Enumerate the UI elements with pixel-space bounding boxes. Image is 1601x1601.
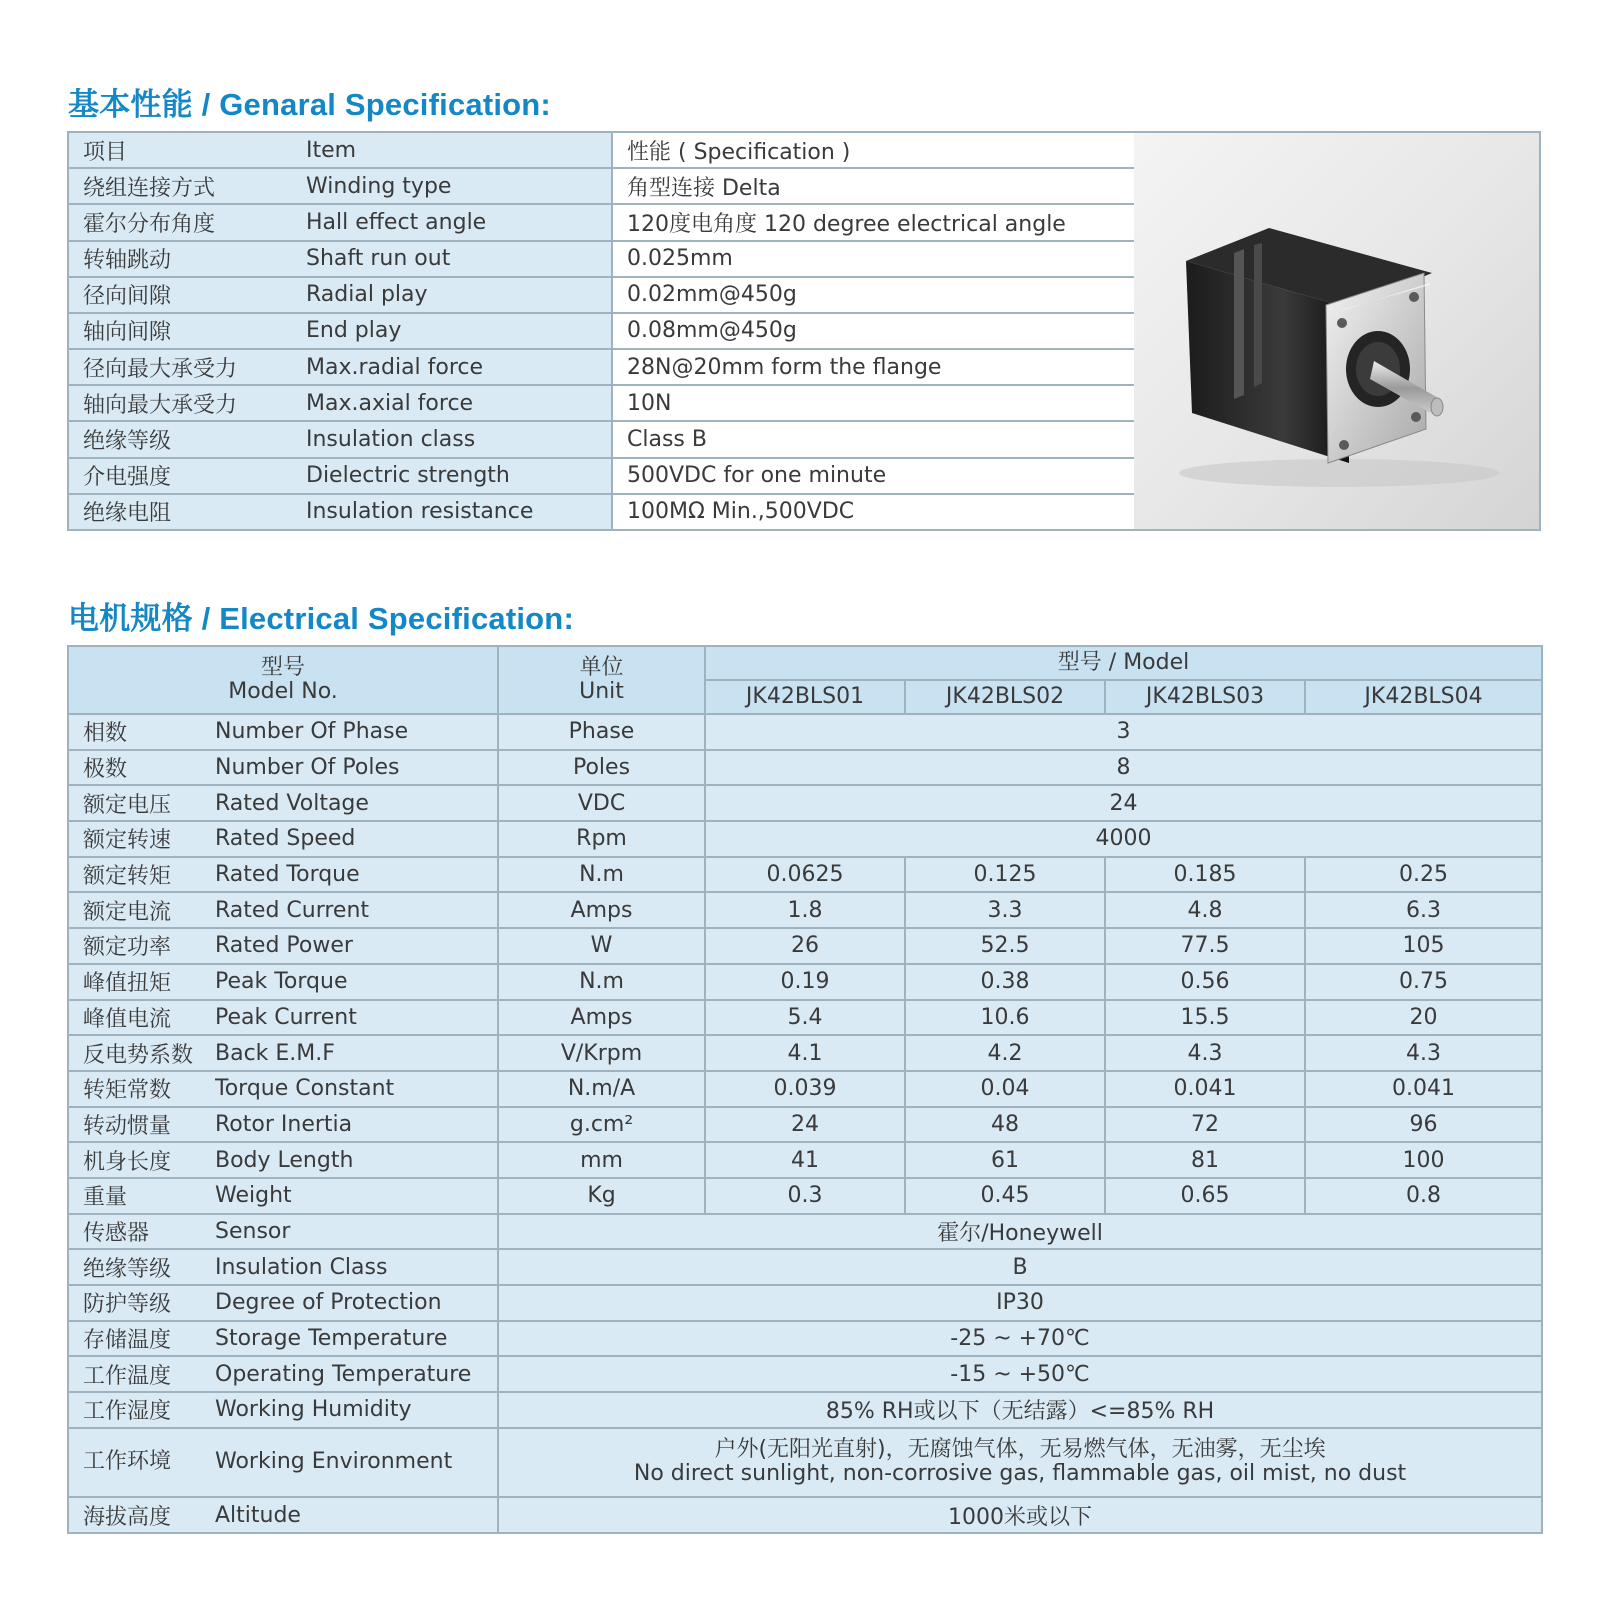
param-value: 105 (1305, 928, 1542, 964)
param-value: IP30 (498, 1285, 1542, 1321)
param-name-cn: 工作环境 (68, 1428, 215, 1497)
param-value: 1000米或以下 (498, 1497, 1542, 1533)
param-unit: Kg (498, 1178, 705, 1214)
param-name-en: Rated Torque (215, 857, 498, 893)
param-unit: Rpm (498, 821, 705, 857)
param-value: 20 (1305, 1000, 1542, 1036)
param-value: 霍尔/Honeywell (498, 1214, 1542, 1250)
param-value: 0.3 (705, 1178, 905, 1214)
param-name-en: Back E.M.F (215, 1035, 498, 1071)
param-value: 48 (905, 1107, 1105, 1143)
param-value: 77.5 (1105, 928, 1305, 964)
general-item-en: End play (292, 313, 612, 349)
general-spec-row (68, 349, 1135, 385)
general-spec-table (67, 131, 1136, 531)
general-item-en: Max.axial force (292, 385, 612, 421)
electrical-spec-row (68, 1071, 1542, 1107)
general-spec-title: 基本性能 / Genaral Specification: (68, 87, 551, 122)
electrical-spec-row (68, 785, 1542, 821)
general-spec-value: 500VDC for one minute (612, 458, 1135, 494)
param-name-cn: 海拔高度 (68, 1497, 215, 1533)
param-value: 0.039 (705, 1071, 905, 1107)
param-value: 0.125 (905, 857, 1105, 893)
param-name-en: Peak Current (215, 1000, 498, 1036)
electrical-spec-row (68, 1321, 1542, 1357)
electrical-spec-row (68, 1497, 1542, 1533)
param-value: 4.8 (1105, 892, 1305, 928)
param-name-en: Rotor Inertia (215, 1107, 498, 1143)
general-item-cn: 径向最大承受力 (68, 349, 292, 385)
model-header-cell: JK42BLS01 (705, 680, 905, 714)
param-value: 0.38 (905, 964, 1105, 1000)
general-spec-row (68, 241, 1135, 277)
param-name-en: Rated Voltage (215, 785, 498, 821)
param-name-cn: 额定电压 (68, 785, 215, 821)
param-name-en: Storage Temperature (215, 1321, 498, 1357)
param-unit: W (498, 928, 705, 964)
electrical-spec-row (68, 1035, 1542, 1071)
unit-header-en: Unit (579, 679, 624, 704)
general-item-cn: 轴向最大承受力 (68, 385, 292, 421)
param-value: 81 (1105, 1142, 1305, 1178)
param-unit: Poles (498, 750, 705, 786)
param-value: 4.1 (705, 1035, 905, 1071)
electrical-spec-title: 电机规格 / Electrical Specification: (68, 601, 574, 636)
param-value: 3.3 (905, 892, 1105, 928)
param-value: 61 (905, 1142, 1105, 1178)
general-spec-value: 28N@20mm form the flange (612, 349, 1135, 385)
param-value: 3 (705, 714, 1542, 750)
unit-header-cn: 单位 (579, 655, 624, 680)
general-spec-row (68, 313, 1135, 349)
param-value: 0.041 (1105, 1071, 1305, 1107)
param-name-cn: 额定功率 (68, 928, 215, 964)
param-name-en: Rated Speed (215, 821, 498, 857)
param-value: 0.041 (1305, 1071, 1542, 1107)
electrical-spec-row (68, 821, 1542, 857)
param-name-en: Working Humidity (215, 1392, 498, 1428)
general-item-cn: 绝缘电阻 (68, 494, 292, 530)
general-item-en: Winding type (292, 168, 612, 204)
electrical-spec-row (68, 1285, 1542, 1321)
param-value: 26 (705, 928, 905, 964)
param-name-cn: 额定转速 (68, 821, 215, 857)
general-item-cn: 介电强度 (68, 458, 292, 494)
param-name-en: Degree of Protection (215, 1285, 498, 1321)
param-name-cn: 机身长度 (68, 1142, 215, 1178)
param-name-cn: 工作温度 (68, 1356, 215, 1392)
param-value: 24 (705, 785, 1542, 821)
electrical-spec-row (68, 1214, 1542, 1250)
param-value (498, 1428, 1542, 1497)
param-value: 0.185 (1105, 857, 1305, 893)
param-value: 100 (1305, 1142, 1542, 1178)
electrical-spec-row (68, 1107, 1542, 1143)
param-value: 0.56 (1105, 964, 1305, 1000)
param-value: 0.0625 (705, 857, 905, 893)
general-spec-value: 120度电角度 120 degree electrical angle (612, 204, 1135, 240)
param-name-en: Body Length (215, 1142, 498, 1178)
param-name-cn: 极数 (68, 750, 215, 786)
general-item-cn: 转轴跳动 (68, 241, 292, 277)
param-value: 24 (705, 1107, 905, 1143)
param-name-en: Altitude (215, 1497, 498, 1533)
param-value: 6.3 (1305, 892, 1542, 928)
param-value: 85% RH或以下（无结露）<=85% RH (498, 1392, 1542, 1428)
param-name-cn: 转矩常数 (68, 1071, 215, 1107)
param-value: 4000 (705, 821, 1542, 857)
param-name-en: Rated Current (215, 892, 498, 928)
param-name-en: Operating Temperature (215, 1356, 498, 1392)
model-no-header-cn: 型号 (261, 655, 306, 680)
param-name-cn: 峰值电流 (68, 1000, 215, 1036)
general-spec-value: Class B (612, 421, 1135, 457)
general-spec-value: 性能 ( Specification ) (612, 132, 1135, 168)
param-value: 0.45 (905, 1178, 1105, 1214)
model-group-header: 型号 / Model (705, 646, 1542, 680)
electrical-spec-row (68, 928, 1542, 964)
param-name-en: Torque Constant (215, 1071, 498, 1107)
general-item-cn: 绕组连接方式 (68, 168, 292, 204)
param-name-cn: 额定电流 (68, 892, 215, 928)
param-unit: Amps (498, 1000, 705, 1036)
electrical-spec-row (68, 892, 1542, 928)
electrical-spec-row (68, 857, 1542, 893)
general-spec-row (68, 421, 1135, 457)
param-name-cn: 存储温度 (68, 1321, 215, 1357)
param-value: 0.04 (905, 1071, 1105, 1107)
param-value: 52.5 (905, 928, 1105, 964)
general-spec-value: 0.02mm@450g (612, 277, 1135, 313)
electrical-spec-row (68, 750, 1542, 786)
general-spec-row (68, 132, 1135, 168)
param-value: 0.65 (1105, 1178, 1305, 1214)
param-name-cn: 重量 (68, 1178, 215, 1214)
param-value: 10.6 (905, 1000, 1105, 1036)
param-value: 0.8 (1305, 1178, 1542, 1214)
electrical-spec-row (68, 1178, 1542, 1214)
model-no-header-en: Model No. (228, 679, 338, 704)
header-row-1 (68, 646, 1542, 680)
param-name-en: Working Environment (215, 1428, 498, 1497)
param-name-cn: 峰值扭矩 (68, 964, 215, 1000)
general-item-en: Dielectric strength (292, 458, 612, 494)
general-spec-value: 角型连接 Delta (612, 168, 1135, 204)
general-item-en: Item (292, 132, 612, 168)
param-value: 0.75 (1305, 964, 1542, 1000)
param-value: B (498, 1249, 1542, 1285)
param-unit: N.m/A (498, 1071, 705, 1107)
param-value: 96 (1305, 1107, 1542, 1143)
general-item-cn: 霍尔分布角度 (68, 204, 292, 240)
electrical-spec-table (67, 645, 1543, 1534)
general-spec-value: 100MΩ Min.,500VDC (612, 494, 1135, 530)
general-spec-row (68, 168, 1135, 204)
param-name-en: Sensor (215, 1214, 498, 1250)
electrical-spec-row (68, 1356, 1542, 1392)
unit-header (498, 646, 705, 714)
param-unit: g.cm² (498, 1107, 705, 1143)
param-unit: VDC (498, 785, 705, 821)
param-name-en: Insulation Class (215, 1249, 498, 1285)
general-item-en: Insulation class (292, 421, 612, 457)
param-name-en: Number Of Poles (215, 750, 498, 786)
param-value: 72 (1105, 1107, 1305, 1143)
param-unit: Amps (498, 892, 705, 928)
electrical-spec-row (68, 1249, 1542, 1285)
param-value: -25 ~ +70℃ (498, 1321, 1542, 1357)
general-item-en: Shaft run out (292, 241, 612, 277)
general-spec-row (68, 458, 1135, 494)
param-name-cn: 工作湿度 (68, 1392, 215, 1428)
general-spec-row (68, 494, 1135, 530)
general-spec-value: 0.025mm (612, 241, 1135, 277)
param-unit: N.m (498, 857, 705, 893)
general-item-en: Radial play (292, 277, 612, 313)
motor-photo (1134, 131, 1541, 531)
general-spec-row (68, 204, 1135, 240)
general-item-cn: 绝缘等级 (68, 421, 292, 457)
model-header-cell: JK42BLS02 (905, 680, 1105, 714)
general-item-en: Insulation resistance (292, 494, 612, 530)
electrical-spec-row (68, 1392, 1542, 1428)
param-value: 4.3 (1305, 1035, 1542, 1071)
general-spec-value: 0.08mm@450g (612, 313, 1135, 349)
param-value: 5.4 (705, 1000, 905, 1036)
general-spec-value: 10N (612, 385, 1135, 421)
param-value: -15 ~ +50℃ (498, 1356, 1542, 1392)
model-header-cell: JK42BLS03 (1105, 680, 1305, 714)
param-unit: Phase (498, 714, 705, 750)
param-unit: N.m (498, 964, 705, 1000)
param-value: 4.3 (1105, 1035, 1305, 1071)
param-name-cn: 反电势系数 (68, 1035, 215, 1071)
bldc-motor-icon (1134, 133, 1539, 529)
param-name-en: Rated Power (215, 928, 498, 964)
param-unit: V/Krpm (498, 1035, 705, 1071)
param-name-en: Weight (215, 1178, 498, 1214)
param-name-en: Peak Torque (215, 964, 498, 1000)
general-item-en: Max.radial force (292, 349, 612, 385)
general-item-cn: 轴向间隙 (68, 313, 292, 349)
param-value: 0.25 (1305, 857, 1542, 893)
param-unit: mm (498, 1142, 705, 1178)
param-name-cn: 防护等级 (68, 1285, 215, 1321)
general-spec-row (68, 277, 1135, 313)
param-name-cn: 相数 (68, 714, 215, 750)
model-header-cell: JK42BLS04 (1305, 680, 1542, 714)
param-name-cn: 额定转矩 (68, 857, 215, 893)
param-value: 15.5 (1105, 1000, 1305, 1036)
general-item-cn: 项目 (68, 132, 292, 168)
model-no-header (68, 646, 498, 714)
param-value: 8 (705, 750, 1542, 786)
general-item-en: Hall effect angle (292, 204, 612, 240)
electrical-spec-row (68, 1428, 1542, 1497)
general-spec-row (68, 385, 1135, 421)
param-name-en: Number Of Phase (215, 714, 498, 750)
electrical-spec-row (68, 714, 1542, 750)
param-name-cn: 转动惯量 (68, 1107, 215, 1143)
environment-value-cn: 户外(无阳光直射)，无腐蚀气体，无易燃气体，无油雾，无尘埃 (714, 1437, 1326, 1463)
param-value: 0.19 (705, 964, 905, 1000)
electrical-spec-row (68, 964, 1542, 1000)
param-value: 4.2 (905, 1035, 1105, 1071)
param-name-cn: 绝缘等级 (68, 1249, 215, 1285)
param-value: 1.8 (705, 892, 905, 928)
param-name-cn: 传感器 (68, 1214, 215, 1250)
general-item-cn: 径向间隙 (68, 277, 292, 313)
environment-value-en: No direct sunlight, non-corrosive gas, flammable gas, oil mist, no dust (633, 1461, 1407, 1487)
electrical-spec-row (68, 1000, 1542, 1036)
electrical-spec-row (68, 1142, 1542, 1178)
param-value: 41 (705, 1142, 905, 1178)
